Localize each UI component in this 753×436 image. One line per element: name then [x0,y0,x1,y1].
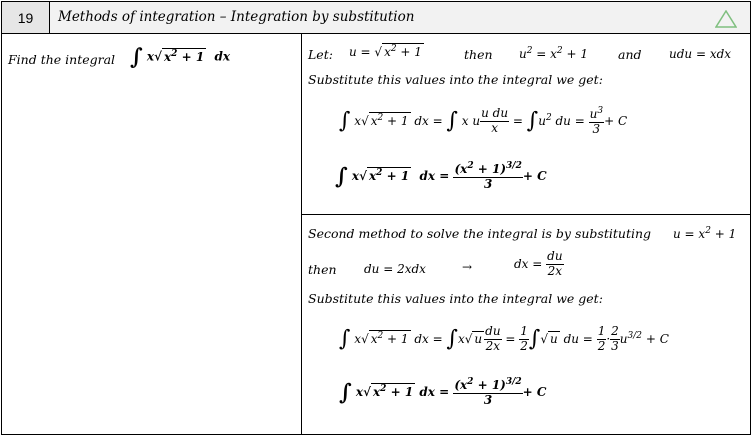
question-cell [1,34,302,435]
method2-then-label: then [308,262,337,277]
method2-result: ∫ x√ $x^2 + 1$ dx = $\frac{(x^2 + 1)^{3/2}}{3}$ + C [339,377,547,407]
method2-sub-u: $u = x^2 + 1$ [673,226,737,241]
method2-du: du = 2xdx [364,262,426,276]
method2-dx: dx = $\frac{du}{2x}$ [514,249,563,278]
question-text: Find the integral [8,52,116,67]
then-label: then [464,47,493,62]
method2-intro: Second method to solve the integral is by substituting [308,226,652,241]
and-label: and [618,47,642,62]
header-row [1,1,751,34]
method1-cell [301,34,751,215]
method2-substitute-text: Substitute this values into the integral we get: [308,291,603,306]
method2-cell [301,214,751,435]
substitute-text: Substitute this values into the integral we get: [308,72,603,87]
u-squared-expression: $u^2 = x^2 + 1$ [519,46,588,61]
sub-u-expression: u = √ $x^2 + 1$ [349,44,422,59]
problem-number: 19 [2,2,50,33]
arrow-icon: → [462,260,473,274]
question-integral: ∫ x√ $x^2 + 1$ dx [130,44,231,70]
method2-step1: ∫ x√ $x^2 + 1$ dx = ∫x√ u $\frac{du}{2x}$ = $\frac{1}{2}$ ∫√ u du = $\frac{1}{2}$ · $\frac{2}{3}$ $u^{3/2} + C$ [339,324,669,353]
method1-step1: ∫ x√ $x^2 + 1$ dx = ∫ x u $\frac{\text{u du}}{x}$ = $\int u^2$ du = $\frac{u^3}{3}$ + C [339,106,628,136]
let-label: Let: [308,47,333,62]
problem-title: Methods of integration – Integration by substitution [58,9,415,25]
udu-expression: udu = xdx [669,47,732,61]
method1-result: ∫ x√ $x^2 + 1$ dx = $\frac{(x^2 + 1)^{3/2}}{3}$ + C [335,161,547,191]
triangle-outline-icon [715,10,737,28]
